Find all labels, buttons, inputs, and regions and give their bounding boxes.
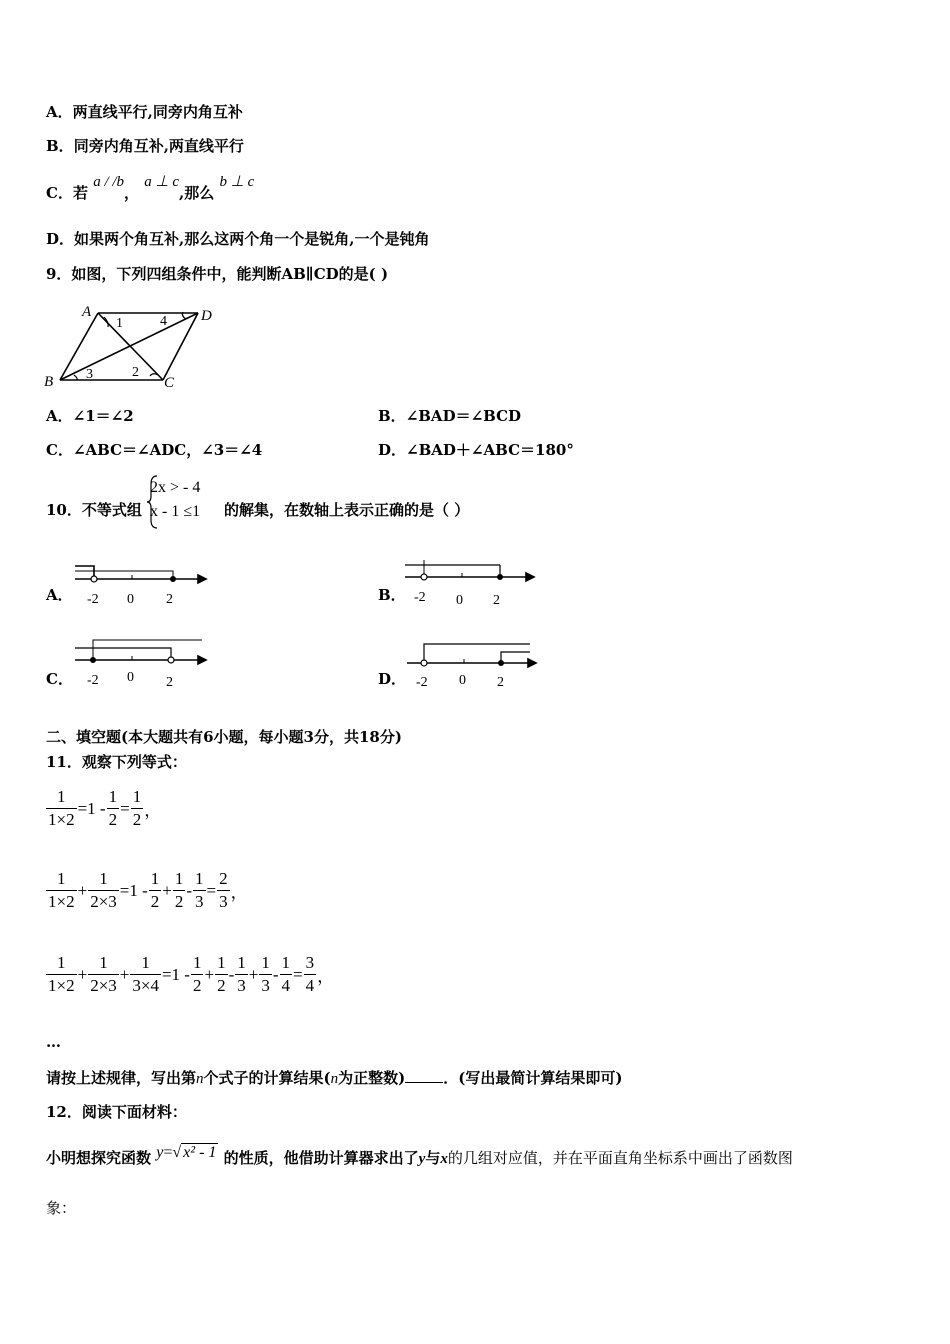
q9-stem: 9．如图，下列四组条件中，能判断AB∥CD的是( ): [46, 265, 389, 283]
q10-prefix: 10．不等式组: [46, 501, 142, 519]
tick-label: 0: [127, 592, 134, 607]
q8-option-c: C．若 a / /b， a ⊥ c,那么 b ⊥ c: [46, 174, 255, 202]
tick-label: -2: [414, 590, 426, 605]
q10-option-a-numberline: [70, 552, 210, 608]
tick-label: -2: [87, 592, 99, 607]
tick-label: 0: [456, 593, 463, 608]
tick-label: 0: [127, 670, 134, 685]
q10-option-a-label: A．: [46, 586, 73, 604]
q10-option-d-label: D．: [378, 670, 407, 688]
answer-blank[interactable]: [405, 1068, 443, 1083]
q12-paragraph-cont: 象：: [46, 1199, 77, 1217]
q10-suffix: 的解集，在数轴上表示正确的是（ ）: [224, 501, 470, 519]
q10-option-c-numberline: [70, 634, 210, 692]
q11-equation-2: $\frac{1}{1\times 2}$ + $\frac{1}{2\times 3}$ =1 - $\frac{1}{2}$ + $\frac{1}{2}$ - $\frac{1}{3}$ = $\frac{2}{3}$ ，: [48, 869, 248, 911]
q12-stem: 12．阅读下面材料：: [46, 1103, 187, 1121]
q8-option-a: A．两直线平行,同旁内角互补: [46, 103, 243, 121]
q9-option-a: A．∠1＝∠2: [46, 407, 134, 425]
inequality-2: x - 1 ≤1: [150, 503, 201, 520]
q8-option-d: D．如果两个角互补,那么这两个角一个是锐角,一个是钝角: [46, 230, 430, 248]
q11-equation-3: $\frac{1}{1\times 2}$ + $\frac{1}{2\times 3}$ + $\frac{1}{3\times 4}$ =1 - $\frac{1}{2}$ + $\frac{1}{2}$ - $\frac{1}{3}$ + $\frac{1}{3}$ - $\frac{1}{4}$ = $\frac{3}{4}$ ，: [48, 953, 335, 995]
tick-label: 0: [459, 673, 466, 688]
figure-angle-2: 2: [132, 365, 139, 380]
q10-option-b-label: B．: [378, 586, 406, 604]
figure-label-B: B: [44, 374, 54, 390]
figure-angle-4: 4: [160, 314, 167, 329]
ellipsis: …: [46, 1033, 61, 1051]
q11-equation-1: $\frac{1}{1\times 2}$ =1 - $\frac{1}{2}$ = $\frac{1}{2}$ ，: [48, 787, 162, 829]
q9-parallelogram-figure: [40, 300, 230, 392]
function-expression: y=√ x² - 1: [156, 1144, 217, 1161]
tick-label: 2: [166, 675, 173, 690]
q10-option-b-numberline: [400, 552, 540, 608]
figure-label-D: D: [201, 308, 212, 324]
inequality-1: 2x > - 4: [150, 479, 201, 496]
q9-option-d: D．∠BAD＋∠ABC＝180°: [378, 441, 574, 459]
q8-option-b: B．同旁内角互补,两直线平行: [46, 137, 244, 155]
figure-angle-3: 3: [86, 367, 93, 382]
tick-label: 2: [166, 592, 173, 607]
section-title: 二、填空题(本大题共有6小题，每小题3分，共18分): [46, 728, 402, 746]
figure-label-A: A: [82, 304, 92, 320]
q12-paragraph: 小明想探究函数 y=√ x² - 1 的性质，他借助计算器求出了y与x的几组对应值，并在平面直角坐标系中画出了函数图: [46, 1144, 793, 1167]
tick-label: 2: [493, 593, 500, 608]
q11-stem: 11．观察下列等式：: [46, 753, 187, 771]
q10-option-c-label: C．: [46, 670, 73, 688]
q9-option-b: B．∠BAD＝∠BCD: [378, 407, 522, 425]
figure-angle-1: 1: [116, 316, 123, 331]
tick-label: -2: [87, 673, 99, 688]
inequality-system: [150, 476, 200, 524]
q11-question: 请按上述规律，写出第n个式子的计算结果(n为正整数) ．(写出最简计算结果即可): [46, 1069, 623, 1087]
figure-label-C: C: [164, 375, 175, 391]
tick-label: -2: [416, 675, 428, 690]
tick-label: 2: [497, 675, 504, 690]
q9-option-c: C．∠ABC＝∠ADC，∠3＝∠4: [46, 441, 263, 459]
q10-option-d-numberline: [402, 634, 542, 692]
